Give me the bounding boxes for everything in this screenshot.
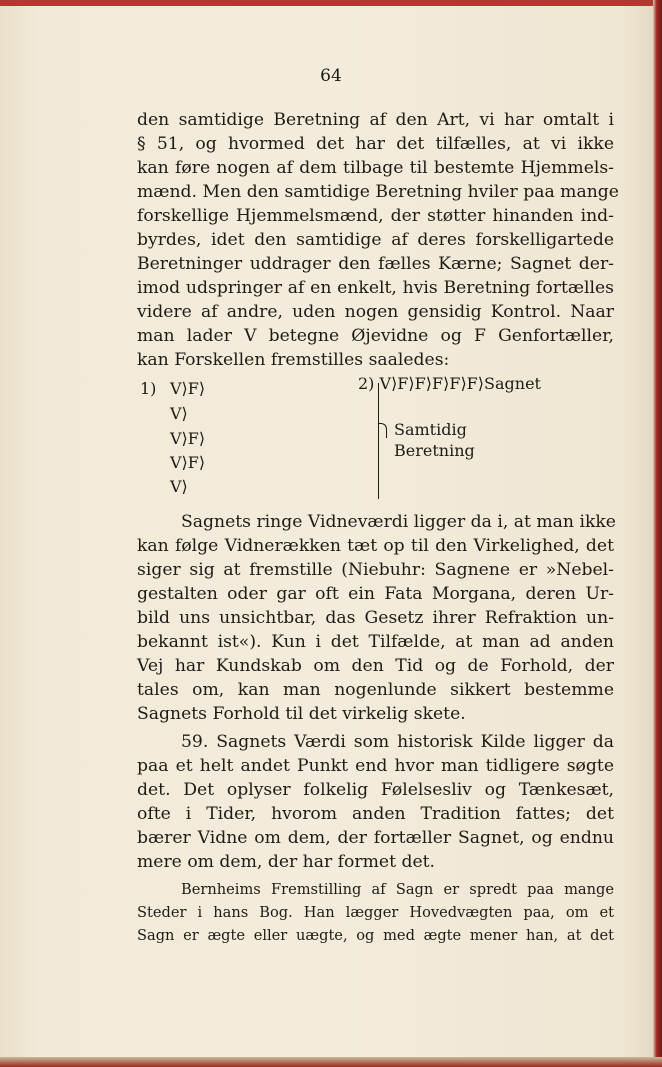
text-line: tales om, kan man nogenlunde sikkert bestemme bbox=[137, 680, 614, 700]
text-line: Sagn er ægte eller uægte, og med ægte mener han, at det bbox=[137, 927, 614, 944]
text-line: siger sig at fremstille (Niebuhr: Sagnene er »Nebel- bbox=[137, 560, 614, 580]
page-number: 64 bbox=[320, 66, 342, 86]
text-line: kan følge Vidnerækken tæt op til den Virkelighed, det bbox=[137, 536, 614, 556]
tradition-scheme bbox=[140, 374, 620, 507]
text-line: mere om dem, der har formet det. bbox=[137, 852, 435, 872]
text-line: ofte i Tider, hvorom anden Tradition fattes; det bbox=[137, 804, 614, 824]
scheme-1-row: V⟩F⟩ bbox=[170, 379, 206, 398]
text-line: Beretninger uddrager den fælles Kærne; Sagnet der- bbox=[137, 254, 614, 274]
text-line: bærer Vidne om dem, der fortæller Sagnet, og endnu bbox=[137, 828, 614, 848]
scheme-1-number: 1) bbox=[140, 379, 157, 398]
text-line: mænd. Men den samtidige Beretning hviler paa mange bbox=[137, 182, 619, 202]
text-line: § 51, og hvormed det har det tilfælles, at vi ikke bbox=[137, 134, 614, 154]
text-line: kan Forskellen fremstilles saaledes: bbox=[137, 350, 450, 370]
text-line: Vej har Kundskab om den Tid og de Forhold, der bbox=[137, 656, 614, 676]
scheme-1-row: V⟩F⟩ bbox=[170, 453, 206, 472]
text-line: videre af andre, uden nogen gensidig Kontrol. Naar bbox=[137, 302, 614, 322]
text-line: imod udspringer af en enkelt, hvis Beretning fortælles bbox=[137, 278, 614, 298]
text-line: Steder i hans Bog. Han lægger Hovedvægten paa, om et bbox=[137, 904, 614, 921]
text-line: forskellige Hjemmelsmænd, der støtter hinanden ind- bbox=[137, 206, 614, 226]
text-line: kan føre nogen af dem tilbage til bestemte Hjemmels- bbox=[137, 158, 614, 178]
text-line: paa et helt andet Punkt end hvor man tidligere søgte bbox=[137, 756, 614, 776]
text-line: 59. Sagnets Værdi som historisk Kilde ligger da bbox=[181, 732, 614, 752]
text-line: byrdes, idet den samtidige af deres forskelligartede bbox=[137, 230, 614, 250]
text-line: gestalten oder gar oft ein Fata Morgana, deren Ur- bbox=[137, 584, 614, 604]
text-line: bekannt ist«). Kun i det Tilfælde, at man ad anden bbox=[137, 632, 614, 652]
scheme-2: 2) V⟩F⟩F⟩F⟩F⟩F⟩Sagnet bbox=[358, 374, 541, 393]
paragraph-2 bbox=[137, 510, 614, 726]
text-line: Sagnets Forhold til det virkelig skete. bbox=[137, 704, 466, 724]
text-line: Sagnets ringe Vidneværdi ligger da i, at man ikke bbox=[181, 512, 616, 532]
scheme-1-row: V⟩ bbox=[170, 404, 188, 423]
paragraph-59 bbox=[137, 730, 614, 874]
text-line: bild uns unsichtbar, das Gesetz ihrer Refraktion un- bbox=[137, 608, 614, 628]
grouping-brace bbox=[378, 383, 387, 499]
paragraph-1 bbox=[137, 108, 619, 372]
scheme-1-row: V⟩ bbox=[170, 477, 188, 496]
text-line: den samtidige Beretning af den Art, vi har omtalt i bbox=[137, 110, 614, 130]
text-line: det. Det oplyser folkelig Følelsesliv og Tænkesæt, bbox=[137, 780, 614, 800]
scheme-label-samtidig: Samtidig bbox=[394, 420, 467, 439]
text-line: man lader V betegne Øjevidne og F Genfortæller, bbox=[137, 326, 614, 346]
scheme-label-beretning: Beretning bbox=[394, 441, 475, 460]
page-edge-top bbox=[0, 0, 662, 6]
text-line: Bernheims Fremstilling af Sagn er spredt paa mange bbox=[181, 881, 614, 898]
book-binding-edge bbox=[653, 0, 662, 1067]
page-edge-bottom bbox=[0, 1057, 662, 1067]
scheme-1-row: V⟩F⟩ bbox=[170, 429, 206, 448]
paragraph-small-note bbox=[137, 878, 614, 947]
